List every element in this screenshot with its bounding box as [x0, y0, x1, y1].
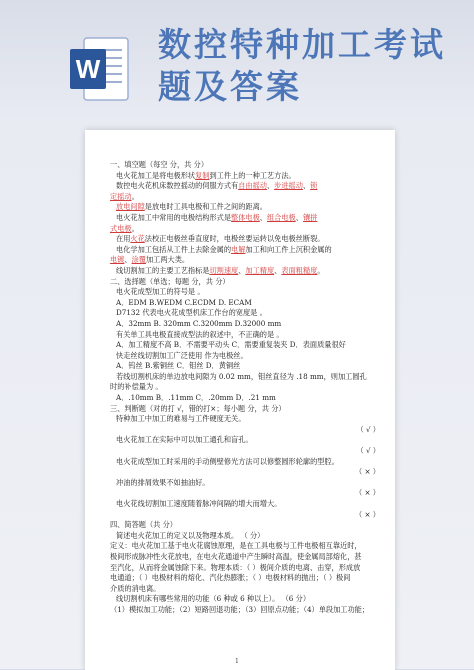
section-heading: 一、填空题（每空 分，共 分） [110, 160, 209, 169]
judge-line: 电火花加工在实际中可以加工通孔和盲孔。 [116, 435, 253, 445]
question-line: 线切割加工的主要工艺指标是切割速度、加工精度、表面粗糙度。 [116, 265, 325, 275]
question-line: 电化学加工包括从工件上去除金属的电解加工和向工件上沉积金属的 [116, 244, 332, 254]
question-line: D7132 代表电火花成型机床工作台的宽度是 。 [116, 308, 267, 318]
question-line: 时的补偿量为 。 [110, 382, 163, 392]
word-document-icon [70, 36, 130, 102]
question-line: 有关单工具电极直接成型法的叙述中，不正确的是 。 [116, 329, 284, 339]
question-line: 简述电火花加工的定义以及物理本质。 （ 分） [116, 530, 265, 540]
answer-line: 电通道；（ ）电极材料的熔化、汽化热膨胀；（ ）电极材料的抛出；（ ）极间 [110, 573, 351, 583]
question-line: 放电间隙是放电时工具电极和工件之间的距离。 [116, 202, 267, 212]
section-heading: 四、简答题（共 分） [110, 520, 177, 530]
question-line: 电火花加工中常用的电极结构形式是整体电极、组合电极、镶拼 [116, 212, 318, 222]
logo-letter: W [75, 54, 101, 84]
section-heading: 二、选择题（单选；每题 分，共 分） [110, 276, 230, 286]
answer-line: 至汽化，从而将金属蚀除下来。物理本质：（ ）极间介质的电离、击穿，形成放 [110, 562, 361, 572]
page-title [158, 24, 458, 108]
title-line-2: 题及答案 [158, 67, 302, 106]
judge-answer: （ √ ） [356, 446, 380, 456]
question-line: 定摇动。 [110, 191, 139, 201]
judge-answer: （ × ） [355, 467, 380, 477]
options-line: A．加工精度不高 B．不需要平动头 C．需要重复装夹 D．表面质量很好 [116, 340, 346, 350]
question-line: 快走丝线切割加工广泛使用 作为电极丝。 [116, 350, 248, 360]
answer-line: 介质的消电离。 [110, 583, 161, 593]
document-body [110, 160, 380, 616]
answer-line: 定义：电火花加工基于电火花腐蚀原理，是在工具电极与工件电极相互靠近时， [110, 541, 362, 551]
question-line: 数控电火花机床数控摇动的伺服方式有自由摇动、步进摇动、锁 [116, 181, 318, 191]
options-line: A．EDM B.WEDM C.ECDM D. ECAM [116, 297, 252, 307]
options-line: A．钨丝 B.紫铜丝 C．钼丝 D．黄铜丝 [116, 361, 241, 371]
options-line: A．32mm B. 320mm C.3200mm D.32000 mm [116, 318, 282, 328]
question-line: 电镀、涂覆加工两大类。 [110, 255, 190, 265]
judge-line: 冲油的排屑效果不如抽油好。 [116, 477, 210, 487]
judge-line: 电火花线切割加工速度随着脉冲间隔的增大而增大。 [116, 499, 282, 508]
answer-line: 极间形成脉冲性火花放电，在电火花通道中产生瞬时高温，使金属局部熔化，甚 [110, 551, 362, 561]
question-line: 电火花成型加工的符号是 。 [116, 287, 205, 297]
judge-line: 电火花成型加工时采用的手动侧壁修光方法可以修整圆形轮廓的型腔。 [116, 456, 339, 466]
question-line: 在用火花法校正电极丝垂直度时，电极丝要运转以免电极丝断裂。 [116, 234, 325, 244]
answer-line: （1）模拟加工功能；（2）短路回退功能；（3）回原点功能；（4）单段加工功能； [110, 604, 370, 614]
hero-banner [0, 0, 474, 125]
question-line: 式电极。 [110, 223, 139, 233]
judge-answer: （ × ） [355, 509, 380, 519]
page-number: 1 [235, 658, 239, 665]
judge-answer: （ × ） [355, 488, 380, 498]
section-heading: 三、判断题（对的打 √，错的打×；每小题 分，共 分） [110, 403, 286, 413]
judge-answer: （ √ ） [356, 424, 380, 434]
title-line-1: 数控特种加工考试 [158, 25, 446, 64]
question-line: 线切割机床有哪些常用的功能（6 种或 6 种以上）。 （6 分） [116, 594, 311, 604]
judge-line: 特种加工中加工的难易与工件硬度无关。 [116, 414, 246, 424]
question-line: 若线切割机床的单边放电间隙为 0.02 mm，钼丝直径为 .18 mm，则加工圆孔 [116, 371, 367, 381]
question-line: 电火花加工是将电极形状复制到工件上的一种工艺方法。 [116, 170, 296, 180]
options-line: A．.10mm B．.11mm C．.20mm D．.21 mm [116, 393, 276, 403]
